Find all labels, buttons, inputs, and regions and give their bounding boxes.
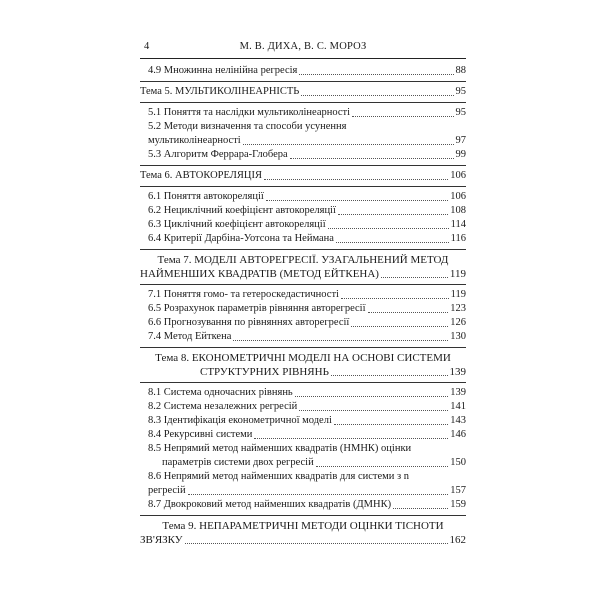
section-divider [140,102,466,103]
toc-topic-5[interactable]: Тема 5. МУЛЬТИКОЛІНЕАРНІСТЬ 95 [140,86,466,97]
section-divider [140,186,466,187]
toc-topic-7[interactable]: Тема 7. МОДЕЛІ АВТОРЕГРЕСІЇ. УЗАГАЛЬНЕНИЙ МЕТОД НАЙМЕНШИХ КВАДРАТІВ (МЕТОД ЕЙТКЕНА) 119 [140,254,466,280]
toc-entry-6-3[interactable]: 6.3 Циклічний коефіцієнт автокореляції 114 [148,219,466,230]
section-divider [140,165,466,166]
toc-topic-6[interactable]: Тема 6. АВТОКОРЕЛЯЦІЯ 106 [140,170,466,181]
section-divider [140,284,466,285]
header-rule [140,58,466,59]
toc-entry-8-5[interactable]: 8.5 Непрямий метод найменших квадратів (НМНК) оцінки параметрів системи двох регресій 150 [148,443,466,468]
toc-topic-8[interactable]: Тема 8. ЕКОНОМЕТРИЧНІ МОДЕЛІ НА ОСНОВІ СИСТЕМИ СТРУКТУРНИХ РІВНЯНЬ 139 [155,352,466,378]
toc-entry-5-1[interactable]: 5.1 Поняття та наслідки мультиколінеарності 95 [148,107,466,118]
toc-entry-5-2[interactable]: 5.2 Методи визначення та способи усунення мультиколінеарності 97 [148,121,466,146]
toc-entry-6-4[interactable]: 6.4 Критерії Дарбіна-Уотсона та Неймана 116 [148,233,466,244]
toc-entry-4-9[interactable]: 4.9 Множинна нелінійна регресія 88 [148,65,466,76]
toc-entry-5-3[interactable]: 5.3 Алгоритм Феррара-Глобера 99 [148,149,466,160]
toc-topic-9[interactable]: Тема 9. НЕПАРАМЕТРИЧНІ МЕТОДИ ОЦІНКИ ТІСНОТИ ЗВ'ЯЗКУ 162 [140,520,466,546]
running-head-authors: М. В. ДИХА, В. С. МОРОЗ [239,41,367,52]
section-divider [140,515,466,516]
table-of-contents [140,64,466,547]
section-divider [140,382,466,383]
toc-entry-8-4[interactable]: 8.4 Рекурсивні системи 146 [148,429,466,440]
page-number: 4 [144,41,150,52]
section-divider [140,81,466,82]
toc-entry-8-3[interactable]: 8.3 Ідентифікація економетричної моделі 143 [148,415,466,426]
toc-entry-6-1[interactable]: 6.1 Поняття автокореляції 106 [148,191,466,202]
toc-entry-7-4[interactable]: 7.4 Метод Ейткена 130 [148,331,466,342]
toc-entry-6-5[interactable]: 6.5 Розрахунок параметрів рівняння авторегресії 123 [148,303,466,314]
toc-entry-8-1[interactable]: 8.1 Система одночасних рівнянь 139 [148,387,466,398]
section-divider [140,249,466,250]
section-divider [140,347,466,348]
toc-entry-7-1[interactable]: 7.1 Поняття гомо- та гетероскедастичності 119 [148,289,466,300]
page-header [140,41,466,57]
toc-entry-8-6[interactable]: 8.6 Непрямий метод найменших квадратів для системи з n регресій 157 [148,471,466,496]
toc-entry-6-6[interactable]: 6.6 Прогнозування по рівняннях авторегресії 126 [148,317,466,328]
toc-entry-8-7[interactable]: 8.7 Двокроковий метод найменших квадратів (ДМНК) 159 [148,499,466,510]
toc-entry-6-2[interactable]: 6.2 Нециклічний коефіцієнт автокореляції 108 [148,205,466,216]
toc-entry-8-2[interactable]: 8.2 Система незалежних регресій 141 [148,401,466,412]
